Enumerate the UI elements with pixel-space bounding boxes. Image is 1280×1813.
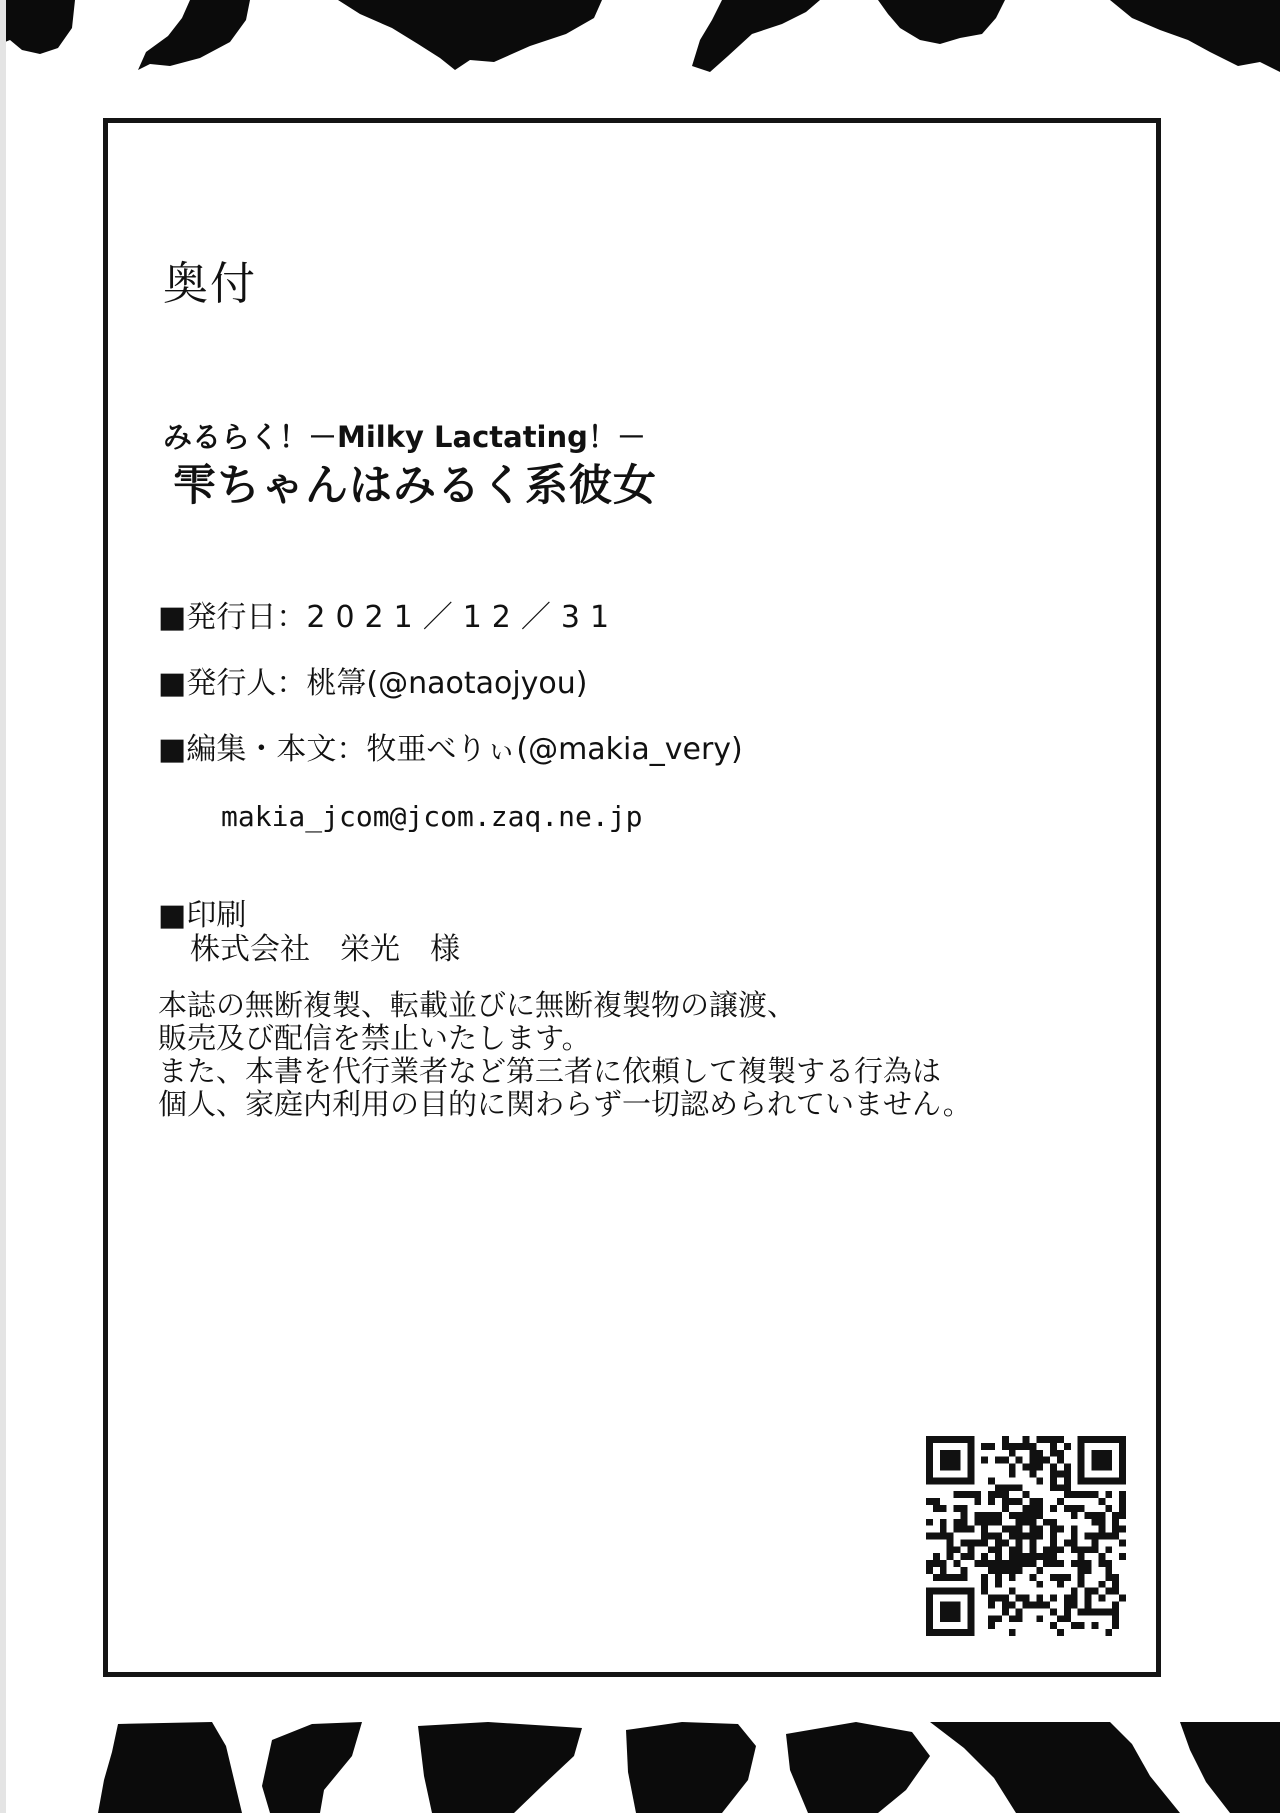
qr-code-icon <box>926 1436 1126 1636</box>
notice-line: 本誌の無断複製、転載並びに無断複製物の譲渡、 <box>158 988 797 1022</box>
editor-value: 牧亜べりぃ(@makia_very) <box>366 732 743 767</box>
publication-date-row <box>158 600 620 635</box>
editor-label: 編集・本文： <box>186 732 367 767</box>
cow-spot <box>1180 1722 1280 1813</box>
printing-company: 株式会社 栄光 様 <box>190 932 460 967</box>
bullet-square-icon: ■ <box>158 898 187 933</box>
date-label: 発行日： <box>186 600 307 635</box>
colophon-box <box>103 118 1161 1677</box>
cow-spot <box>0 0 75 54</box>
printing-label: 印刷 <box>186 898 247 933</box>
cow-spot <box>338 0 602 70</box>
cow-spot <box>418 1722 582 1813</box>
book-title: 雫ちゃんはみるく系彼女 <box>173 461 657 511</box>
bullet-square-icon: ■ <box>158 600 187 635</box>
cow-spot <box>98 1722 242 1813</box>
cow-spot <box>1110 0 1280 72</box>
cow-spot <box>138 0 250 70</box>
cow-spot <box>692 0 820 72</box>
copyright-notice <box>158 989 972 1121</box>
contact-email: makia_jcom@jcom.zaq.ne.jp <box>221 800 643 833</box>
cow-spot <box>786 1722 930 1813</box>
notice-line: また、本書を代行業者など第三者に依頼して複製する行為は <box>158 1054 942 1088</box>
page-edge-shadow <box>0 0 6 1813</box>
cow-spot <box>930 1722 1180 1813</box>
date-value: 2021／12／31 <box>306 600 620 635</box>
notice-line: 個人、家庭内利用の目的に関わらず一切認められていません。 <box>158 1087 972 1121</box>
cow-spot <box>878 0 1005 44</box>
bullet-square-icon: ■ <box>158 666 187 701</box>
bullet-square-icon: ■ <box>158 732 187 767</box>
colophon-heading: 奥付 <box>163 257 258 310</box>
book-subtitle: みるらく！－Milky Lactating！－ <box>163 420 646 454</box>
printing-row <box>158 898 247 933</box>
publisher-row <box>158 666 588 701</box>
editor-row <box>158 732 743 767</box>
publisher-value: 桃箒(@naotaojyou) <box>306 666 588 701</box>
publisher-label: 発行人： <box>186 666 307 701</box>
notice-line: 販売及び配信を禁止いたします。 <box>158 1021 591 1055</box>
cow-spot <box>262 1722 362 1813</box>
cow-spot <box>626 1722 756 1813</box>
